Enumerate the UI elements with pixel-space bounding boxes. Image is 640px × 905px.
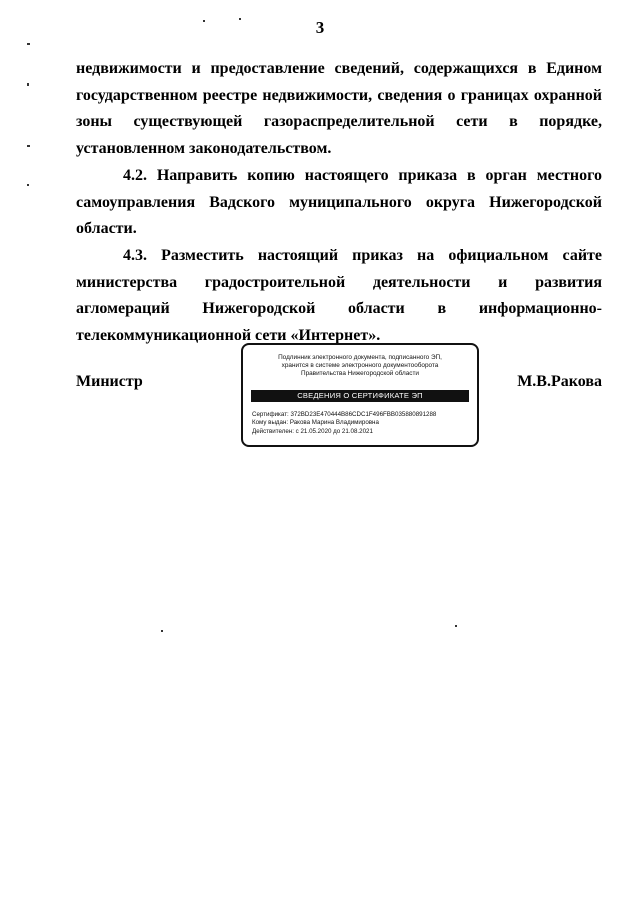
electronic-signature-stamp	[241, 343, 479, 447]
signer-name: М.В.Ракова	[517, 373, 602, 390]
scan-speck	[27, 145, 30, 147]
scan-speck	[27, 184, 29, 186]
scan-speck	[27, 83, 29, 86]
stamp-certificate-details	[252, 411, 471, 436]
stamp-title-bar: СВЕДЕНИЯ О СЕРТИФИКАТЕ ЭП	[251, 390, 469, 402]
scan-speck	[455, 625, 457, 627]
scan-speck	[203, 20, 205, 22]
signer-position: Министр	[76, 373, 143, 390]
stamp-header-line: хранится в системе электронного документооборота	[281, 362, 439, 370]
stamp-certificate-id: Сертификат: 372BD23E470444B86CDC1F496FBB035880891288	[252, 411, 437, 418]
scan-speck	[239, 18, 241, 20]
scan-speck	[161, 630, 163, 632]
stamp-validity: Действителен: с 21.05.2020 до 21.08.2021	[252, 427, 373, 435]
stamp-header	[243, 354, 477, 379]
stamp-header-line: Правительства Нижегородской области	[300, 370, 420, 378]
paragraph-4-2: 4.2. Направить копию настоящего приказа в орган местного самоуправления Вадского муниципального округа Нижегородской области.	[76, 167, 602, 237]
scan-speck	[27, 43, 30, 45]
paragraph-4-3: 4.3. Разместить настоящий приказ на официальном сайте министерства градостроительной деятельности и развития агломераций Нижегородской области в информационно-телекоммуникационной сети «Интернет».	[76, 247, 602, 344]
page-number: 3	[315, 18, 325, 37]
paragraph-continuation: недвижимости и предоставление сведений, содержащихся в Едином государственном реестре недвижимости, сведения о границах охранной зоны существующей газораспределительной сети в порядке, установленном законодательством.	[76, 60, 602, 157]
stamp-issued-to: Кому выдан: Ракова Марина Владимировна	[252, 419, 379, 427]
stamp-header-line: Подлинник электронного документа, подписанного ЭП,	[278, 354, 442, 361]
